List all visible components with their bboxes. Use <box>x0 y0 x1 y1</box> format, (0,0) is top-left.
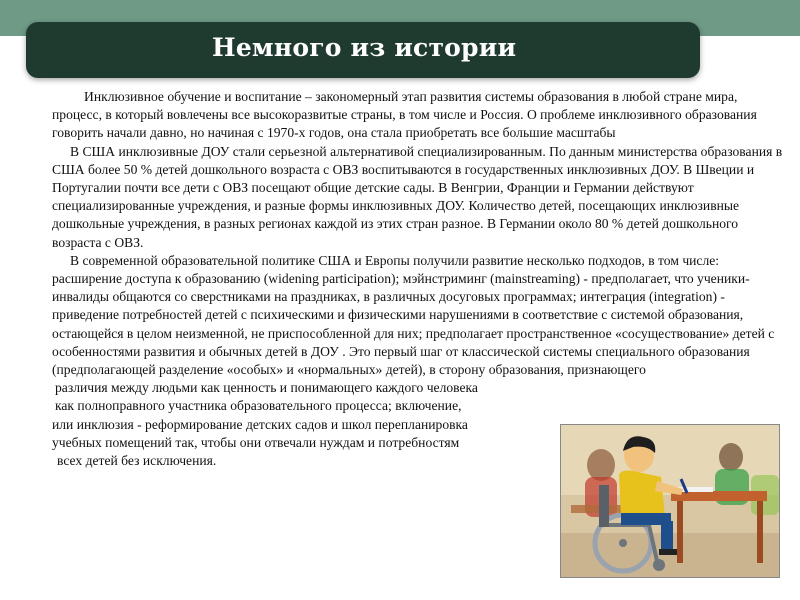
paragraph-continuation-line: как полноправного участника образовательного процесса; включение, <box>55 398 462 414</box>
slide-title: Немного из истории <box>212 33 517 62</box>
paragraph-approaches: В современной образовательной политике США и Европы получили развитие несколько подходов, в том числе: расширение доступа к образованию (widening participation); мэйнстриминг (mainstreaming) - предполагает, что ученики-инвалиды общаются со сверстниками на праздниках, в различных досуговых программах; интеграция (integration) - приведение потребностей детей с психическими и физическими нарушениями в соответствие с системой образования, остающейся в целом неизменной, не приспособленной для них; предполагает пространственное «сосуществование» детей с особенностями развития и обычных детей в ДОУ . Это первый шаг от классической системы специального образования (предполагающей разделение «особых» и «нормальных» детей), в сторону образования, признающего <box>52 252 775 378</box>
paragraph-history: Инклюзивное обучение и воспитание – закономерный этап развития системы образования в любой стране мира, процесс, в который вовлечены все высокоразвитые страны, в том числе и Россия. О проблеме инклюзивного образования говорить начали давно, но начиная с 1970-х годов, она стала приобретать все большие масштабы <box>52 89 757 141</box>
slide-body <box>52 88 790 470</box>
paragraph-continuation-line: всех детей без исключения. <box>57 453 217 469</box>
paragraph-continuation-line: или инклюзия - реформирование детских садов и школ перепланировка <box>52 416 468 432</box>
title-banner <box>26 22 700 78</box>
paragraph-usa-europe: В США инклюзивные ДОУ стали серьезной альтернативой специализированным. По данным министерства образования в США более 50 % детей дошкольного возраста с ОВЗ воспитываются в государственных инклюзивных ДОУ. В Швеции и Португалии почти все дети с ОВЗ посещают общие детские сады. В Венгрии, Франции и Германии действуют специализированные учреждения, и разные формы инклюзивных ДОУ. Количество детей, посещающих инклюзивные дошкольные учреждения, в разных регионах каждой из этих стран разное. В Германии около 80 % детей дошкольного возраста с ОВЗ. <box>52 143 783 250</box>
paragraph-continuation-line: различия между людьми как ценность и понимающего каждого человека <box>55 380 478 396</box>
classroom-illustration <box>560 424 780 578</box>
wheelchair-student-icon <box>561 425 779 577</box>
paragraph-continuation-line: учебных помещений так, чтобы они отвечали нуждам и потребностям <box>52 434 460 450</box>
